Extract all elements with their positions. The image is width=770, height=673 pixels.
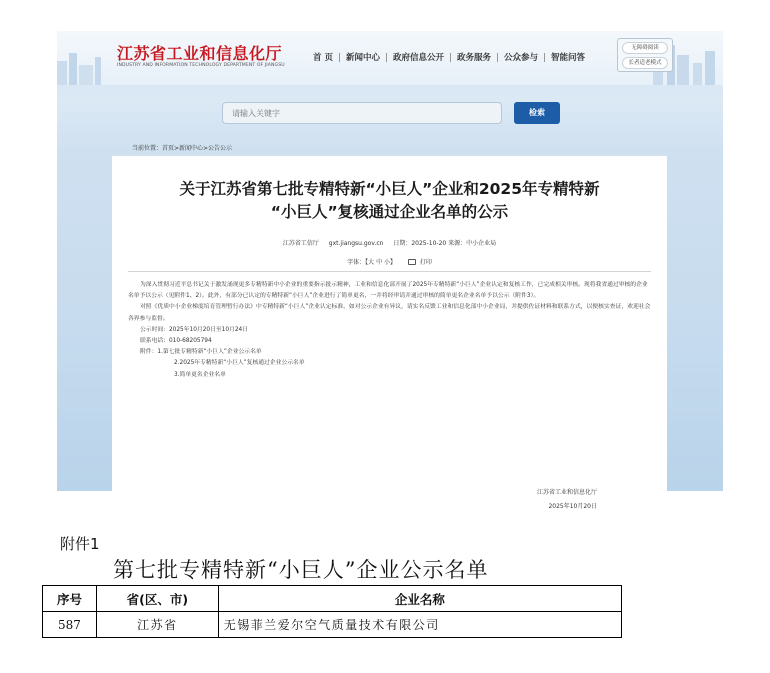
article-tools — [112, 257, 667, 266]
attachment-link[interactable]: 3.简单更名企业名单 — [174, 371, 226, 378]
article-source: 江苏省工信厅 — [282, 240, 319, 247]
nav-item-smart-qa[interactable]: 智能问答 — [551, 53, 586, 63]
print-link[interactable]: 打印 — [419, 259, 432, 266]
article-body — [128, 280, 651, 381]
nav-item-gov-info[interactable]: 政府信息公开 — [392, 53, 444, 63]
column-header-province: 省(区、市) — [96, 586, 218, 612]
article-card — [112, 155, 667, 510]
cell-province: 江苏省 — [96, 612, 218, 638]
article-paragraph: 为深入贯彻习近平总书记关于激发涌现更多专精特新中小企业的重要指示批示精神，工业和信息化部开展了2025年专精特新“小巨人”企业认定和复核工作，已完成相关审核。现将我省通过审核的企业名单予以公示（见附件1、2）。此外，有部分已认定的专精特新“小巨人”企业进行了简单更名，一并将经审请并通过审核的简单更名企业名单予以公示（附件3）。 — [128, 282, 648, 300]
column-header-number: 序号 — [43, 586, 97, 612]
search-button[interactable]: 检索 — [514, 102, 560, 124]
attachment-label: 附件1 — [60, 535, 100, 553]
nav-item-services[interactable]: 政务服务 — [457, 53, 492, 63]
nav-item-participation[interactable]: 公众参与 — [504, 53, 539, 63]
nav-item-news[interactable]: 新闻中心 — [345, 53, 380, 63]
site-header — [57, 31, 723, 85]
attachment-link[interactable]: 2.2025年专精特新“小巨人”复核通过企业公示名单 — [174, 360, 305, 367]
article-title-line: “小巨人”复核通过企业名单的公示 — [270, 203, 509, 221]
divider — [128, 271, 651, 272]
contact-phone: 联系电话：010-68205794 — [140, 338, 212, 345]
table-row — [43, 612, 622, 638]
website-screenshot — [57, 31, 723, 510]
signature-org: 江苏省工业和信息化厅 — [536, 489, 597, 496]
main-nav — [307, 50, 591, 64]
cell-company: 无锡菲兰爱尔空气质量技术有限公司 — [218, 612, 621, 638]
article-title — [112, 178, 667, 224]
publicity-period: 公示时间：2025年10月20日至10月24日 — [140, 326, 249, 333]
article-meta — [112, 238, 667, 247]
document-title: 第七批专精特新“小巨人”企业公示名单 — [113, 558, 489, 582]
accessibility-panel — [617, 38, 673, 72]
site-logo-subtitle: INDUSTRY AND INFORMATION TECHNOLOGY DEPARTMENT OF JIANGSU — [117, 63, 285, 68]
signature-date: 2025年10月20日 — [548, 503, 597, 510]
attachment-link[interactable]: 附件：1.第七批专精特新“小巨人”企业公示名单 — [140, 349, 262, 356]
print-icon[interactable] — [408, 259, 416, 265]
company-list-table — [42, 585, 622, 638]
accessible-reading-button[interactable]: 无障碍阅读 — [622, 42, 668, 54]
article-title-line: 关于江苏省第七批专精特新“小巨人”企业和2025年专精特新 — [179, 180, 600, 198]
article-paragraph: 对照《优质中小企业梯度培育管理暂行办法》中专精特新“小巨人”企业认定标准，如对公示企业有异议，请实名反馈工业和信息化部中小企业局，并提供佐证材料和联系方式，以便核实查证，欢迎社会各界参与监督。 — [128, 304, 651, 322]
cell-number: 587 — [43, 612, 97, 638]
font-size-switcher[interactable]: 字体：【大 中 小】 — [347, 259, 396, 266]
article-signature — [537, 486, 597, 514]
elder-mode-button[interactable]: 长者适老模式 — [622, 57, 668, 69]
site-logo-title[interactable]: 江苏省工业和信息化厅 — [117, 44, 283, 63]
article-date-source: 日期：2025-10-20 来源：中小企业局 — [393, 240, 497, 247]
table-header-row — [43, 586, 622, 612]
search-input[interactable] — [222, 102, 502, 124]
article-site: gxt.jiangsu.gov.cn — [328, 240, 384, 247]
nav-item-home[interactable]: 首 页 — [313, 53, 333, 63]
breadcrumb[interactable]: 当前位置：首页>新闻中心>公告公示 — [132, 145, 233, 152]
column-header-company: 企业名称 — [218, 586, 621, 612]
